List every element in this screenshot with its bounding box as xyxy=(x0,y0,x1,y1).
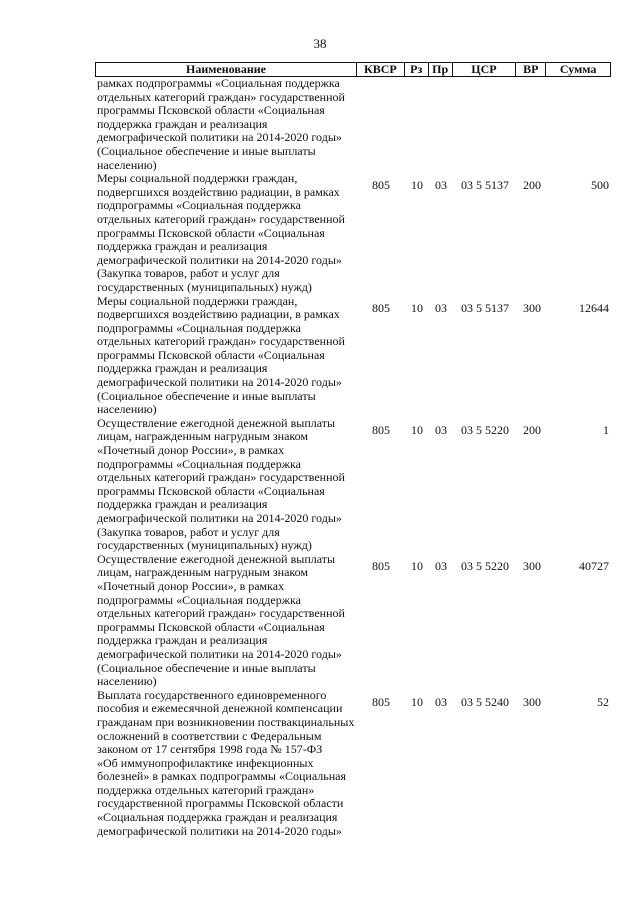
row-pr xyxy=(429,77,453,84)
row-sum: 40727 xyxy=(579,558,609,573)
budget-table xyxy=(95,62,611,838)
row-sum: 52 xyxy=(597,694,609,709)
row-rz: 10 xyxy=(411,694,423,709)
table-row xyxy=(95,295,611,417)
table-row xyxy=(95,172,611,294)
row-vr: 200 xyxy=(523,422,541,437)
row-pr: 03 xyxy=(435,422,447,437)
row-kvsr: 805 xyxy=(372,422,390,437)
row-vr: 200 xyxy=(523,178,541,193)
row-vr xyxy=(517,77,547,84)
row-name: Выплата государственного единовременного пособия и ежемесячной денежной компенсации гражданам при возникновении поствакцинальных осложнений в соответствии с Федеральным законом от 17 сентября 1998 года № 157-ФЗ «Об иммунопрофилактике инфекционных болезней» в рамках подпрограммы «Социальная поддержка отдельных категорий граждан» государственной программы Псковской области «Социальная поддержка граждан и реализация демографической политики на 2014-2020 годы» xyxy=(97,687,355,838)
row-rz: 10 xyxy=(411,178,423,193)
row-csr: 03 5 5220 xyxy=(461,422,509,437)
header-rz: Рз xyxy=(405,63,429,76)
table-row xyxy=(95,689,611,839)
row-name: рамках подпрограммы «Социальная поддержка отдельных категорий граждан» государственной программы Псковской области «Социальная поддержка граждан и реализация демографической политики на 2014-2020 годы» (Социальное обеспечение и иные выплаты населению) xyxy=(97,76,345,172)
row-csr: 03 5 5137 xyxy=(461,178,509,193)
row-kvsr: 805 xyxy=(372,694,390,709)
row-pr: 03 xyxy=(435,178,447,193)
row-vr: 300 xyxy=(523,558,541,573)
row-name: Меры социальной поддержки граждан, подвергшихся воздействию радиации, в рамках подпрограммы «Социальная поддержка отдельных категорий граждан» государственной программы Псковской области «Социальная поддержка граждан и реализация демографической политики на 2014-2020 годы» (Социальное обеспечение и иные выплаты населению) xyxy=(97,293,345,417)
row-name: Осуществление ежегодной денежной выплаты лицам, награжденным нагрудным знаком «Почетный донор России», в рамках подпрограммы «Социальная поддержка отдельных категорий граждан» государственной программы Псковской области «Социальная поддержка граждан и реализация демографической политики на 2014-2020 годы» (Закупка товаров, работ и услуг для государственных (муниципальных) нужд) xyxy=(97,415,345,553)
row-sum: 1 xyxy=(603,422,609,437)
row-rz: 10 xyxy=(411,422,423,437)
row-sum: 500 xyxy=(591,178,609,193)
row-name: Осуществление ежегодной денежной выплаты лицам, награжденным нагрудным знаком «Почетный донор России», в рамках подпрограммы «Социальная поддержка отдельных категорий граждан» государственной программы Псковской области «Социальная поддержка граждан и реализация демографической политики на 2014-2020 годы» (Социальное обеспечение и иные выплаты населению) xyxy=(97,551,345,689)
header-sum: Сумма xyxy=(559,62,597,76)
table-row xyxy=(95,417,611,553)
table-body xyxy=(95,77,611,838)
row-sum: 12644 xyxy=(579,300,609,315)
row-name: Меры социальной поддержки граждан, подвергшихся воздействию радиации, в рамках подпрограммы «Социальная поддержка отдельных категорий граждан» государственной программы Псковской области «Социальная поддержка граждан и реализация демографической политики на 2014-2020 годы» (Закупка товаров, работ и услуг для государственных (муниципальных) нужд) xyxy=(97,171,345,294)
row-csr: 03 5 5240 xyxy=(461,694,509,709)
header-name: Наименование xyxy=(96,63,357,76)
header-pr: Пр xyxy=(429,63,453,76)
row-rz: 10 xyxy=(411,300,423,315)
table-row xyxy=(95,77,611,172)
row-kvsr: 805 xyxy=(372,300,390,315)
row-csr: 03 5 5137 xyxy=(461,300,509,315)
row-vr: 300 xyxy=(523,300,541,315)
row-pr: 03 xyxy=(435,558,447,573)
row-kvsr: 805 xyxy=(372,558,390,573)
table-header xyxy=(95,62,611,77)
row-pr: 03 xyxy=(435,694,447,709)
row-kvsr: 805 xyxy=(372,178,390,193)
row-csr xyxy=(453,77,517,84)
page-number: 38 xyxy=(313,36,327,51)
row-rz xyxy=(405,77,429,84)
row-kvsr xyxy=(357,77,405,84)
row-csr: 03 5 5220 xyxy=(461,558,509,573)
header-vr: ВР xyxy=(516,63,546,76)
row-pr: 03 xyxy=(435,300,447,315)
row-sum xyxy=(547,77,611,84)
header-csr: ЦСР xyxy=(453,63,517,76)
header-kvsr: КВСР xyxy=(357,63,405,76)
row-rz: 10 xyxy=(411,558,423,573)
row-vr: 300 xyxy=(523,694,541,709)
table-row xyxy=(95,553,611,689)
